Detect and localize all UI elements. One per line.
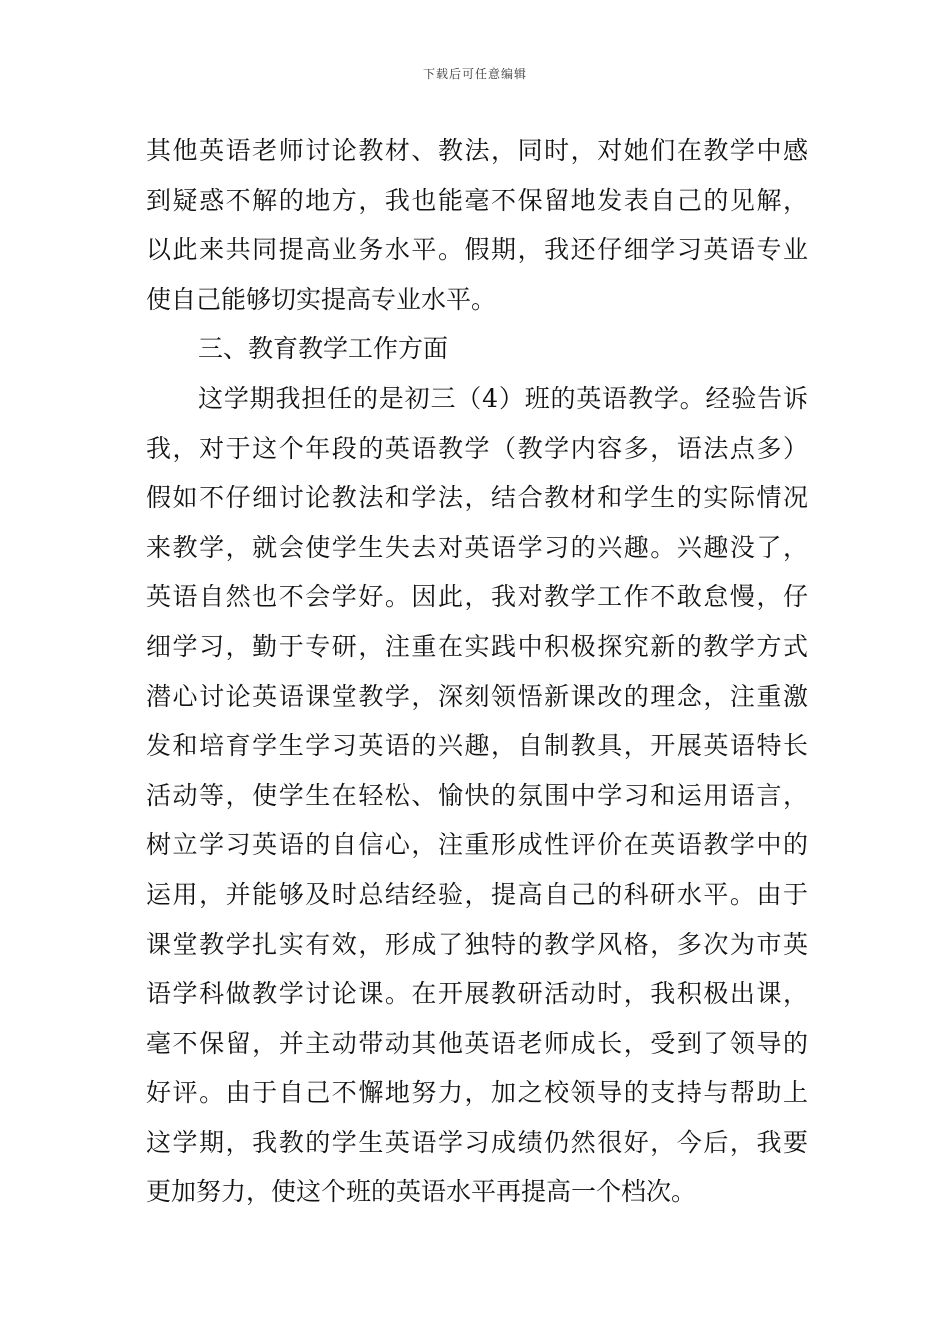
body-line-7: 我，对于这个年段的英语教学（教学内容多，语法点多）: [146, 433, 808, 463]
page-header: 下载后可任意编辑: [422, 67, 527, 81]
body-line-15: 树立学习英语的自信心，注重形成性评价在英语教学中的: [146, 830, 808, 860]
body-line-2: 到疑惑不解的地方，我也能毫不保留地发表自己的见解，: [146, 185, 808, 215]
section-heading: 三、教育教学工作方面: [198, 334, 449, 364]
body-line-22: 更加努力，使这个班的英语水平再提高一个档次。: [146, 1177, 697, 1207]
body-line-18: 语学科做教学讨论课。在开展教研活动时，我积极出课，: [146, 979, 808, 1009]
body-line-8: 假如不仔细讨论教法和学法，结合教材和学生的实际情况: [146, 483, 808, 513]
body-line-11: 细学习，勤于专研，注重在实践中积极探究新的教学方式: [146, 631, 808, 661]
body-line-17: 课堂教学扎实有效，形成了独特的教学风格，多次为市英: [146, 929, 808, 959]
body-line-1: 其他英语老师讨论教材、教法，同时，对她们在教学中感: [146, 136, 808, 165]
body-line-13: 发和培育学生学习英语的兴趣，自制教具，开展英语特长: [146, 731, 808, 761]
body-line-21: 这学期，我教的学生英语学习成绩仍然很好，今后，我要: [146, 1127, 808, 1157]
body-line-9: 来教学，就会使学生失去对英语学习的兴趣。兴趣没了，: [146, 532, 808, 562]
body-line-14: 活动等，使学生在轻松、愉快的氛围中学习和运用语言，: [146, 780, 808, 810]
body-line-3: 以此来共同提高业务水平。假期，我还仔细学习英语专业: [146, 235, 808, 265]
body-line-20: 好评。由于自己不懈地努力，加之校领导的支持与帮助上: [146, 1078, 808, 1108]
body-line-16: 运用，并能够及时总结经验，提高自己的科研水平。由于: [146, 879, 808, 909]
body-line-10: 英语自然也不会学好。因此，我对教学工作不敢怠慢，仔: [146, 582, 808, 612]
document-body: [146, 126, 808, 1217]
body-line-19: 毫不保留，并主动带动其他英语老师成长，受到了领导的: [146, 1028, 808, 1058]
body-line-6: 这学期我担任的是初三（4）班的英语教学。经验告诉: [198, 383, 808, 413]
body-line-12: 潜心讨论英语课堂教学，深刻领悟新课改的理念，注重激: [146, 681, 808, 711]
body-line-4: 使自己能够切实提高专业水平。: [146, 284, 497, 314]
